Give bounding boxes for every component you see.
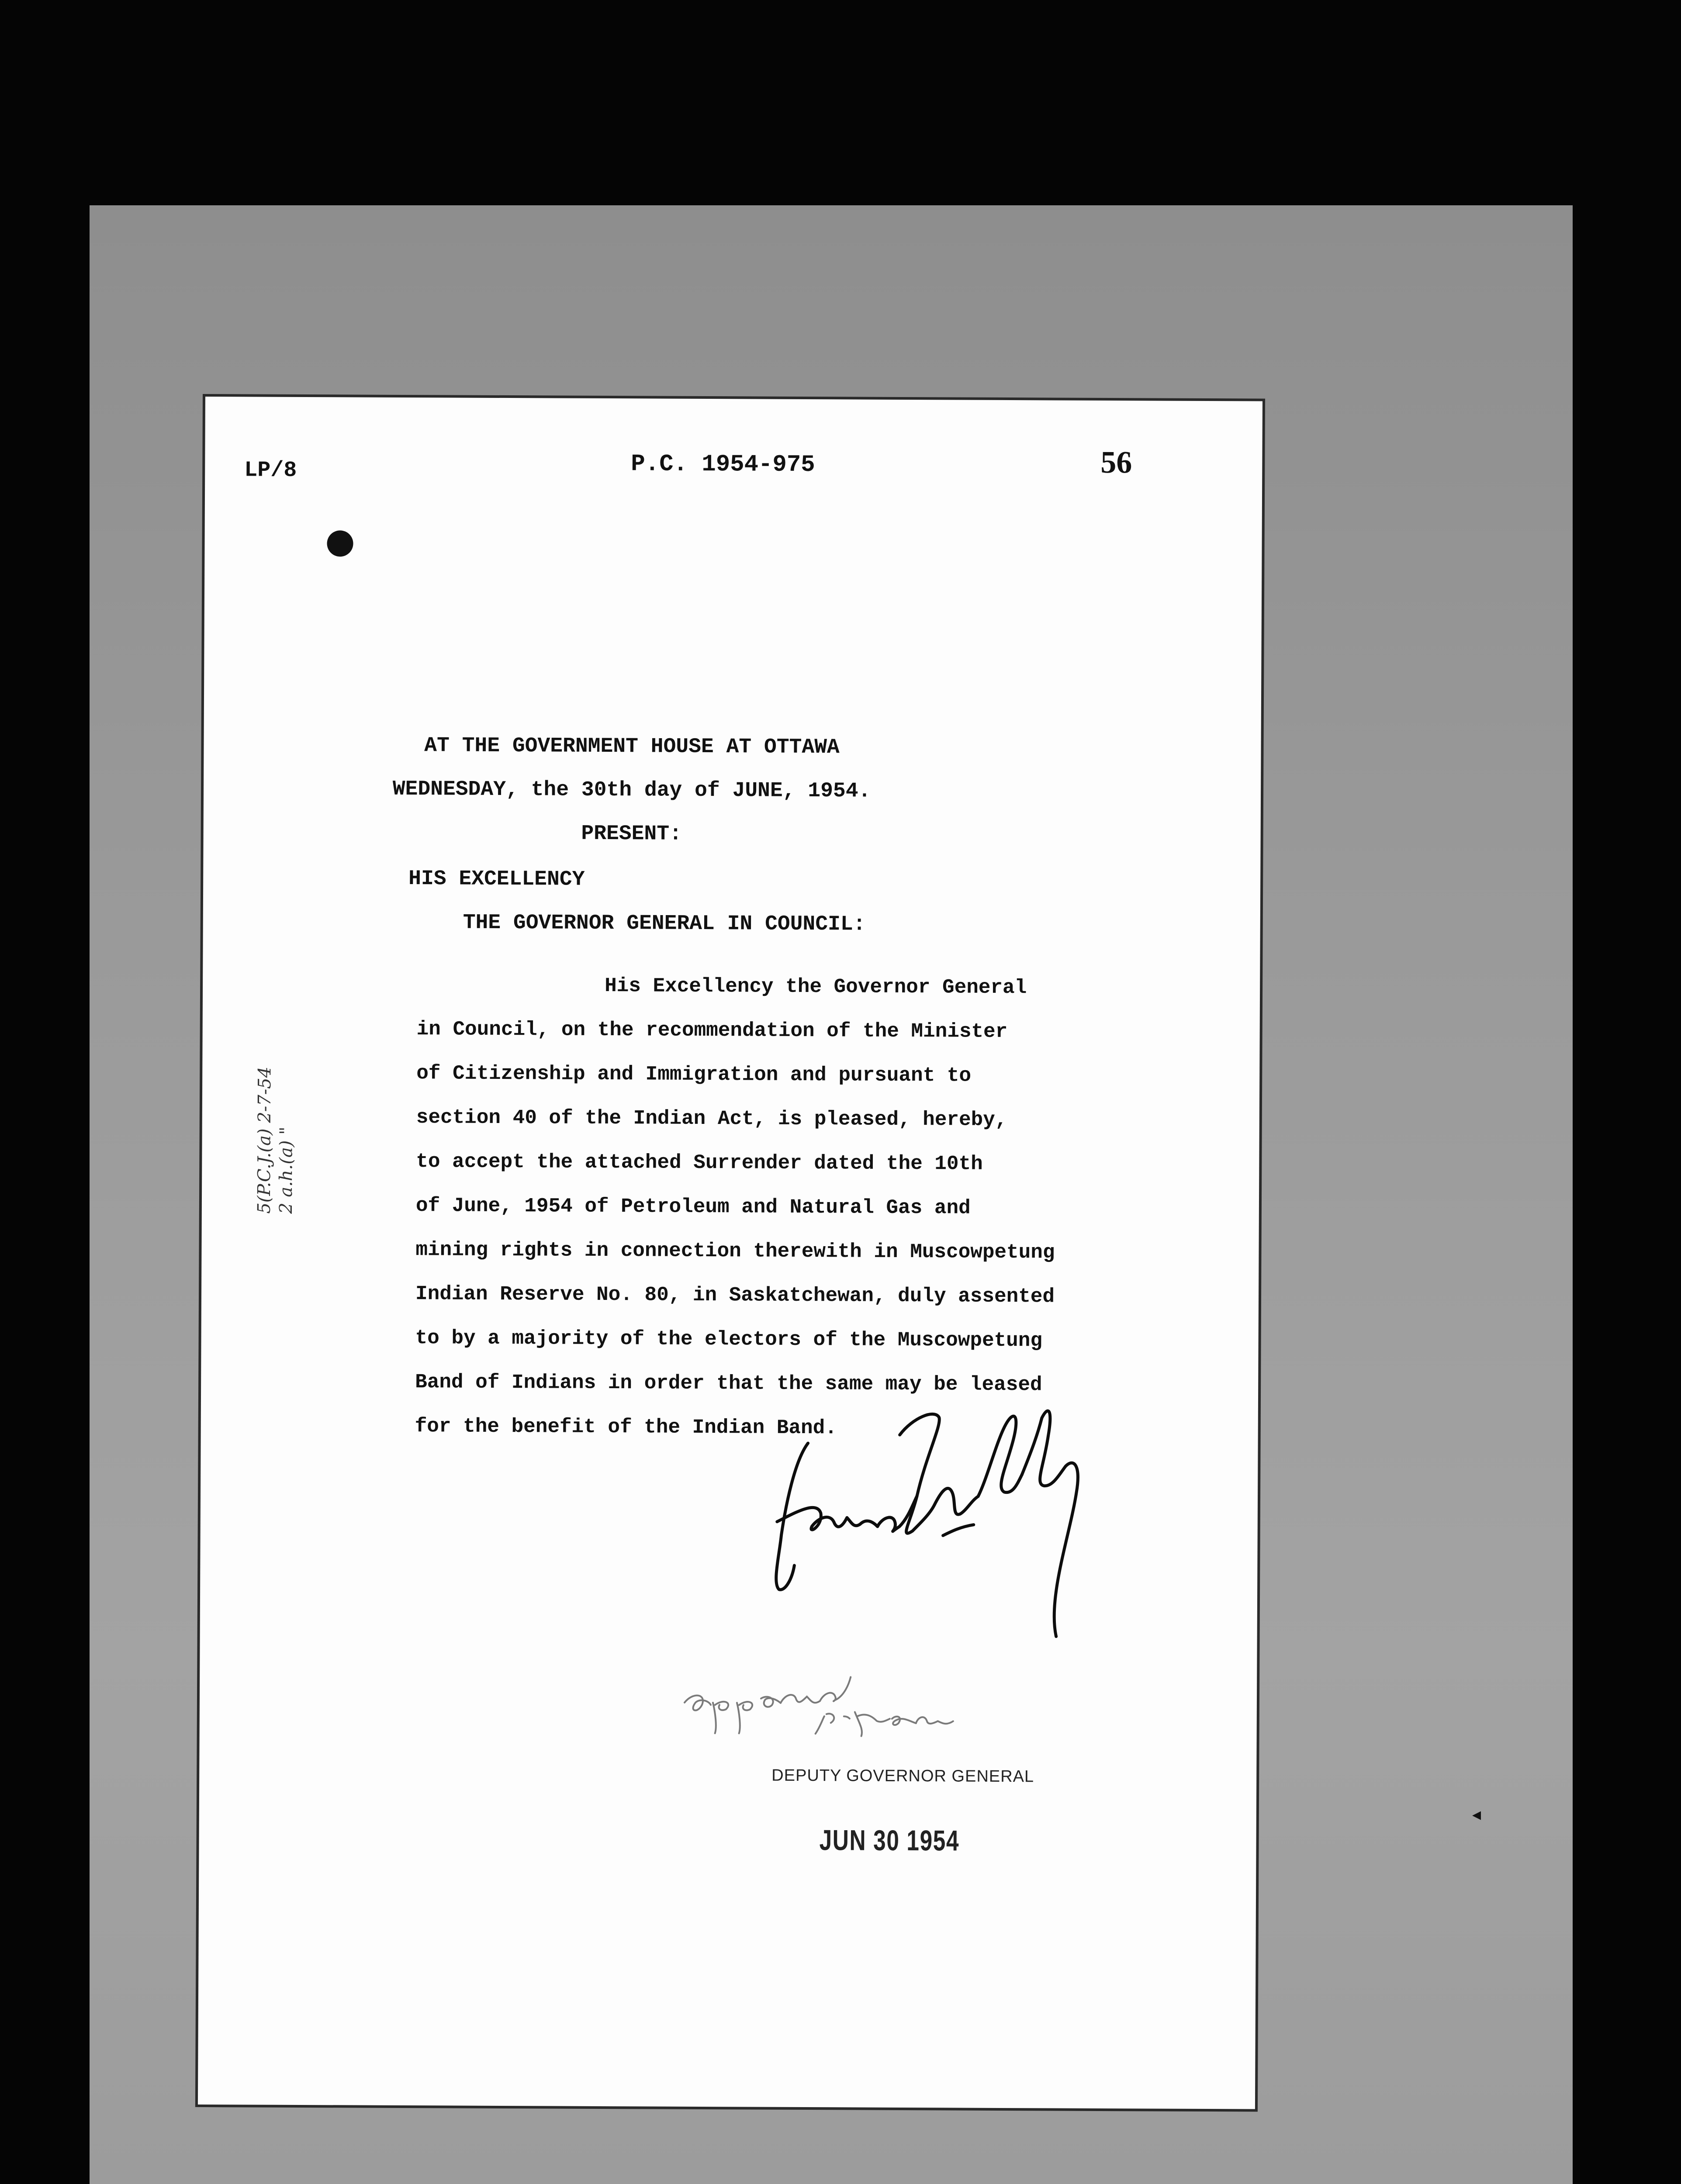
page-number: 56 (1100, 444, 1132, 480)
signatory-title: DEPUTY GOVERNOR GENERAL (771, 1766, 1034, 1786)
body-line: to by a majority of the electors of the Muscowpetung (415, 1327, 1043, 1352)
handwritten-signature (768, 1391, 1084, 1645)
order-body (415, 963, 1056, 1451)
addressee-line-1: HIS EXCELLENCY (408, 867, 585, 892)
margin-annotation-line: 5(P.C.J.(a) 2-7-54 (254, 1066, 275, 1214)
body-line: of Citizenship and Immigration and pursuant to (416, 1062, 972, 1087)
addressee-line-2: THE GOVERNOR GENERAL IN COUNCIL: (463, 911, 866, 936)
margin-annotation (253, 1065, 324, 1214)
body-line: Band of Indians in order that the same may be leased (415, 1371, 1042, 1396)
heading-present: PRESENT: (581, 822, 682, 846)
body-line: of June, 1954 of Petroleum and Natural Gas and (415, 1194, 971, 1220)
body-line: Indian Reserve No. 80, in Saskatchewan, duly assented (415, 1282, 1055, 1308)
body-line: His Excellency the Governor General (605, 975, 1027, 999)
body-line: mining rights in connection therewith in Muscowpetung (415, 1238, 1055, 1264)
order-number: P.C. 1954-975 (631, 451, 815, 479)
document-page (198, 397, 1262, 2109)
margin-annotation-line: 2 a.h.(a) " (276, 1127, 297, 1214)
body-line: section 40 of the Indian Act, is pleased, hereby, (416, 1106, 1007, 1132)
body-line: in Council, on the recommendation of the Minister (416, 1018, 1008, 1044)
heading-location: AT THE GOVERNMENT HOUSE AT OTTAWA (424, 734, 840, 760)
punch-hole (327, 530, 353, 556)
pencil-note-line: approved (673, 1743, 677, 1745)
signature-text: James McCann (776, 1641, 782, 1642)
pencil-annotation (671, 1650, 1004, 1748)
body-line: to accept the attached Surrender dated the 10th (416, 1150, 983, 1175)
body-line: for the benefit of the Indian Band. (415, 1415, 837, 1440)
heading-date: WEDNESDAY, the 30th day of JUNE, 1954. (392, 777, 871, 803)
frame-mark: ◂ (1472, 1804, 1481, 1824)
pencil-note-line: P. Kenin (678, 1743, 681, 1745)
file-reference: LP/8 (244, 458, 297, 483)
date-stamp: JUN 30 1954 (819, 1824, 960, 1857)
